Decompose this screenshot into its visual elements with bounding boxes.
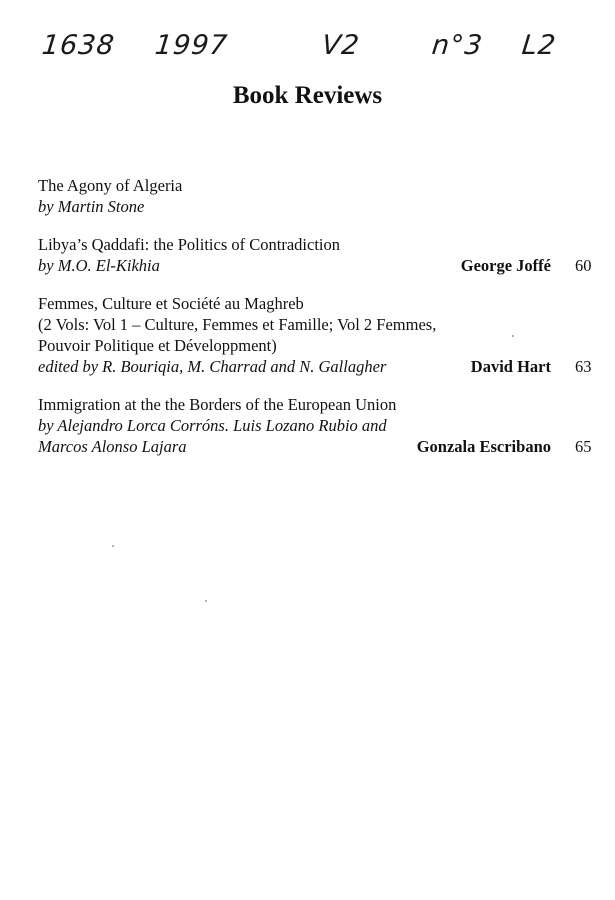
book-author-line: Marcos Alonso Lajara xyxy=(38,437,187,456)
handwritten-note: n°3 xyxy=(430,30,485,61)
handwritten-note: L2 xyxy=(520,30,558,61)
book-title-line: (2 Vols: Vol 1 – Culture, Femmes et Famille; Vol 2 Femmes, xyxy=(38,315,437,334)
book-title-line: Libya’s Qaddafi: the Politics of Contradiction xyxy=(38,235,340,254)
page-number: 63 xyxy=(575,357,592,376)
book-title-line: Femmes, Culture et Société au Maghreb xyxy=(38,294,304,313)
book-author-line: edited by R. Bouriqia, M. Charrad and N. Gallagher xyxy=(38,357,387,376)
book-title-line: The Agony of Algeria xyxy=(38,176,183,195)
page-number: 60 xyxy=(575,256,592,275)
book-author-line: by Martin Stone xyxy=(38,197,145,216)
scan-speck xyxy=(512,335,514,337)
handwritten-note: V2 xyxy=(320,30,362,61)
review-entry xyxy=(38,234,592,276)
author-reviewer-row xyxy=(38,255,592,276)
page-number: 65 xyxy=(575,437,592,456)
page-title: Book Reviews xyxy=(232,82,383,109)
review-entry xyxy=(38,175,568,217)
scan-speck xyxy=(112,545,114,547)
reviewer-name: David Hart xyxy=(470,357,551,376)
reviewer-name: George Joffé xyxy=(460,256,551,275)
scan-speck xyxy=(205,600,207,602)
review-entry xyxy=(38,293,592,377)
book-author-line: by M.O. El-Kikhia xyxy=(38,256,160,275)
book-author-line: by Alejandro Lorca Corróns. Luis Lozano Rubio and xyxy=(38,416,387,435)
reviewer-name: Gonzala Escribano xyxy=(416,437,551,456)
author-reviewer-row xyxy=(38,356,592,377)
handwritten-note: 1638 xyxy=(40,30,117,61)
author-reviewer-row xyxy=(38,436,592,457)
handwritten-annotations xyxy=(0,22,615,72)
review-list xyxy=(38,175,592,474)
handwritten-note: 1997 xyxy=(153,30,230,61)
book-title-line: Immigration at the the Borders of the European Union xyxy=(38,395,397,414)
book-title-line: Pouvoir Politique et Développment) xyxy=(38,336,277,355)
review-entry xyxy=(38,394,592,457)
